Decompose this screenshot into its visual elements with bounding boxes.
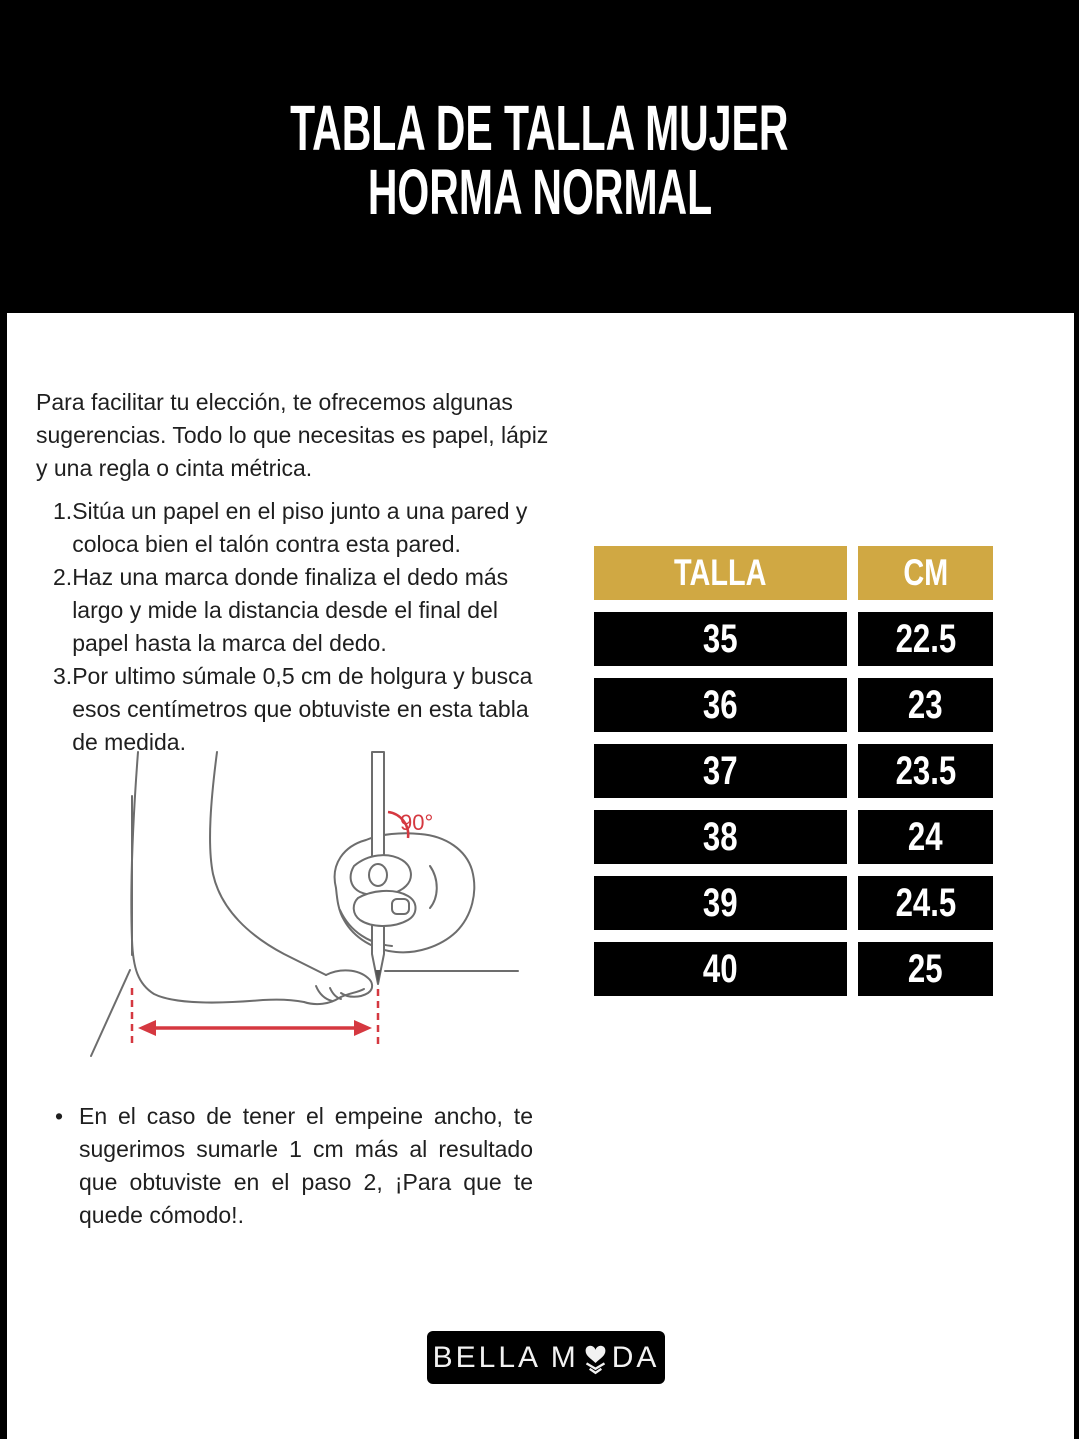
cm-cell: 23 [858, 678, 993, 732]
talla-cell: 37 [594, 744, 847, 798]
instruction-text: Haz una marca donde finaliza el dedo más largo y mide la distancia desde el final del papel hasta la marca del dedo. [72, 564, 509, 656]
instruction-text: Por ultimo súmale 0,5 cm de holgura y busca esos centímetros que obtuviste en esta tabla de medida. [72, 663, 533, 755]
cm-cell: 24.5 [858, 876, 993, 930]
instruction-text: Sitúa un papel en el piso junto a una pared y coloca bien el talón contra esta pared. [72, 498, 528, 557]
middle-finger [354, 891, 416, 926]
size-table-header-talla: TALLA [594, 546, 847, 600]
measure-arrowhead-right [354, 1020, 372, 1036]
logo-text-before: BELLA M [432, 1340, 579, 1374]
index-finger [351, 855, 411, 895]
instruction-number: 2. [53, 564, 73, 590]
talla-cell: 35 [594, 612, 847, 666]
page-title-line-1: TABLA DE TALLA MUJER [290, 92, 789, 164]
instruction-item [53, 495, 553, 561]
cm-cell: 25 [858, 942, 993, 996]
foot-outline [131, 752, 304, 1002]
header-band [0, 0, 1079, 313]
wide-instep-note [55, 1100, 533, 1232]
hand-outline [335, 833, 475, 952]
instruction-item [53, 561, 553, 660]
instruction-number: 3. [53, 663, 73, 689]
instruction-number: 1. [53, 498, 73, 524]
cm-cell: 24 [858, 810, 993, 864]
logo-text-after: DA [611, 1340, 660, 1374]
talla-cell: 36 [594, 678, 847, 732]
page-title [0, 92, 1079, 228]
bullet-icon: • [55, 1103, 64, 1129]
talla-cell: 39 [594, 876, 847, 930]
foot-measurement-illustration [58, 748, 520, 1062]
foot-instep-line [210, 752, 326, 975]
cm-cell: 23.5 [858, 744, 993, 798]
toe-separator [330, 988, 341, 999]
talla-cell: 38 [594, 810, 847, 864]
instruction-item [53, 660, 553, 759]
heart-chevron-icon [582, 1340, 609, 1376]
instructions-list [53, 495, 553, 759]
page-title-line-2: HORMA NORMAL [367, 156, 712, 228]
wall-floor-diagonal [91, 970, 130, 1056]
cm-cell: 22.5 [858, 612, 993, 666]
measure-arrowhead-left [138, 1020, 156, 1036]
size-table [594, 546, 993, 996]
angle-label: 90° [400, 810, 434, 835]
talla-cell: 40 [594, 942, 847, 996]
intro-paragraph: Para facilitar tu elección, te ofrecemos algunas sugerencias. Todo lo que necesitas es papel, lápiz y una regla o cinta métrica. [36, 389, 549, 481]
note-text: En el caso de tener el empeine ancho, te sugerimos sumarle 1 cm más al resultado que obtuviste en el paso 2, ¡Para que te quede cómodo!. [79, 1103, 533, 1228]
size-table-header-cm: CM [858, 546, 993, 600]
brand-logo [427, 1331, 665, 1384]
